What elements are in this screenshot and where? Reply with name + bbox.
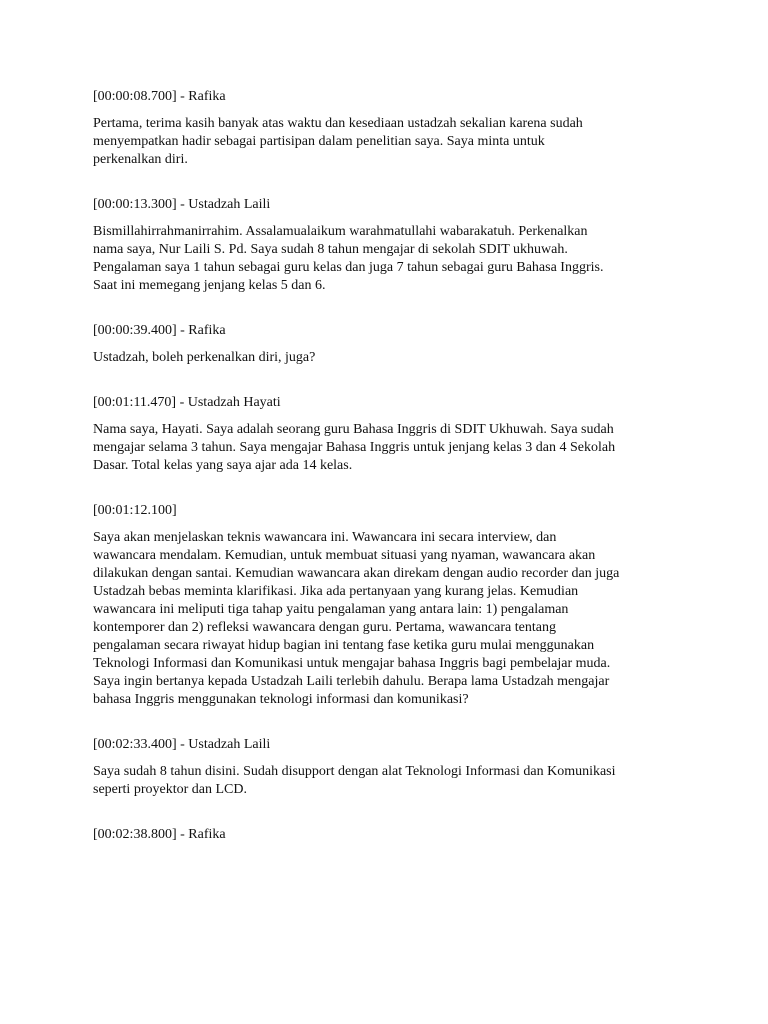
entry-timestamp-speaker: [00:01:12.100] <box>93 503 177 518</box>
text-line: kontemporer dan 2) refleksi wawancara dengan guru. Pertama, wawancara tentang <box>93 620 556 635</box>
text-line: Ustadzah bebas meminta klarifikasi. Jika ada pertanyaan yang kurang jelas. Kemudian <box>93 584 579 599</box>
entry-timestamp-speaker: [00:00:13.300] - Ustadzah Laili <box>93 197 271 212</box>
text-line: wawancara mendalam. Kemudian, untuk membuat situasi yang nyaman, wawancara akan <box>93 548 596 563</box>
transcript-entry <box>93 826 693 844</box>
transcript-entry <box>93 736 693 799</box>
entry-timestamp-speaker: [00:02:33.400] - Ustadzah Laili <box>93 737 271 752</box>
text-line: pengalaman secara riwayat hidup bagian ini tentang fase ketika guru mulai menggunakan <box>93 638 595 653</box>
entry-text <box>93 115 693 169</box>
text-line: Teknologi Informasi dan Komunikasi untuk mengajar bahasa Inggris bagi pembelajar muda. <box>93 656 611 671</box>
text-line: Nama saya, Hayati. Saya adalah seorang guru Bahasa Inggris di SDIT Ukhuwah. Saya sudah <box>93 422 614 437</box>
entry-text <box>93 349 693 367</box>
entry-text <box>93 223 693 295</box>
text-line: nama saya, Nur Laili S. Pd. Saya sudah 8 tahun mengajar di sekolah SDIT ukhuwah. <box>93 242 568 257</box>
text-line: Bismillahirrahmanirrahim. Assalamualaikum warahmatullahi wabarakatuh. Perkenalkan <box>93 224 588 239</box>
text-line: menyempatkan hadir sebagai partisipan dalam penelitian saya. Saya minta untuk <box>93 134 545 149</box>
transcript-entry <box>93 322 693 367</box>
text-line: Dasar. Total kelas yang saya ajar ada 14 kelas. <box>93 458 353 473</box>
text-line: mengajar selama 3 tahun. Saya mengajar Bahasa Inggris untuk jenjang kelas 3 dan 4 Sekolah <box>93 440 616 455</box>
entry-timestamp-speaker: [00:00:08.700] - Rafika <box>93 89 226 104</box>
entry-timestamp-speaker: [00:00:39.400] - Rafika <box>93 323 226 338</box>
text-line: dilakukan dengan santai. Kemudian wawancara akan direkam dengan audio recorder dan juga <box>93 566 620 581</box>
transcript-entry <box>93 502 693 709</box>
text-line: bahasa Inggris menggunakan teknologi informasi dan komunikasi? <box>93 692 469 707</box>
transcript-entry <box>93 88 693 169</box>
text-line: wawancara ini meliputi tiga tahap yaitu pengalaman yang antara lain: 1) pengalaman <box>93 602 569 617</box>
entry-timestamp-speaker: [00:02:38.800] - Rafika <box>93 827 226 842</box>
text-line: Ustadzah, boleh perkenalkan diri, juga? <box>93 350 316 365</box>
text-line: Saat ini memegang jenjang kelas 5 dan 6. <box>93 278 326 293</box>
text-line: seperti proyektor dan LCD. <box>93 782 247 797</box>
text-line: Saya ingin bertanya kepada Ustadzah Laili terlebih dahulu. Berapa lama Ustadzah mengajar <box>93 674 610 689</box>
transcript-page <box>93 88 693 871</box>
entry-timestamp-speaker: [00:01:11.470] - Ustadzah Hayati <box>93 395 281 410</box>
text-line: Saya akan menjelaskan teknis wawancara ini. Wawancara ini secara interview, dan <box>93 530 557 545</box>
transcript-entry <box>93 394 693 475</box>
entry-text <box>93 421 693 475</box>
text-line: Saya sudah 8 tahun disini. Sudah disupport dengan alat Teknologi Informasi dan Komunikasi <box>93 764 616 779</box>
text-line: Pertama, terima kasih banyak atas waktu dan kesediaan ustadzah sekalian karena sudah <box>93 116 583 131</box>
transcript-entry <box>93 196 693 295</box>
text-line: Pengalaman saya 1 tahun sebagai guru kelas dan juga 7 tahun sebagai guru Bahasa Inggris. <box>93 260 604 275</box>
text-line: perkenalkan diri. <box>93 152 188 167</box>
entry-text <box>93 529 693 709</box>
entry-text <box>93 763 693 799</box>
